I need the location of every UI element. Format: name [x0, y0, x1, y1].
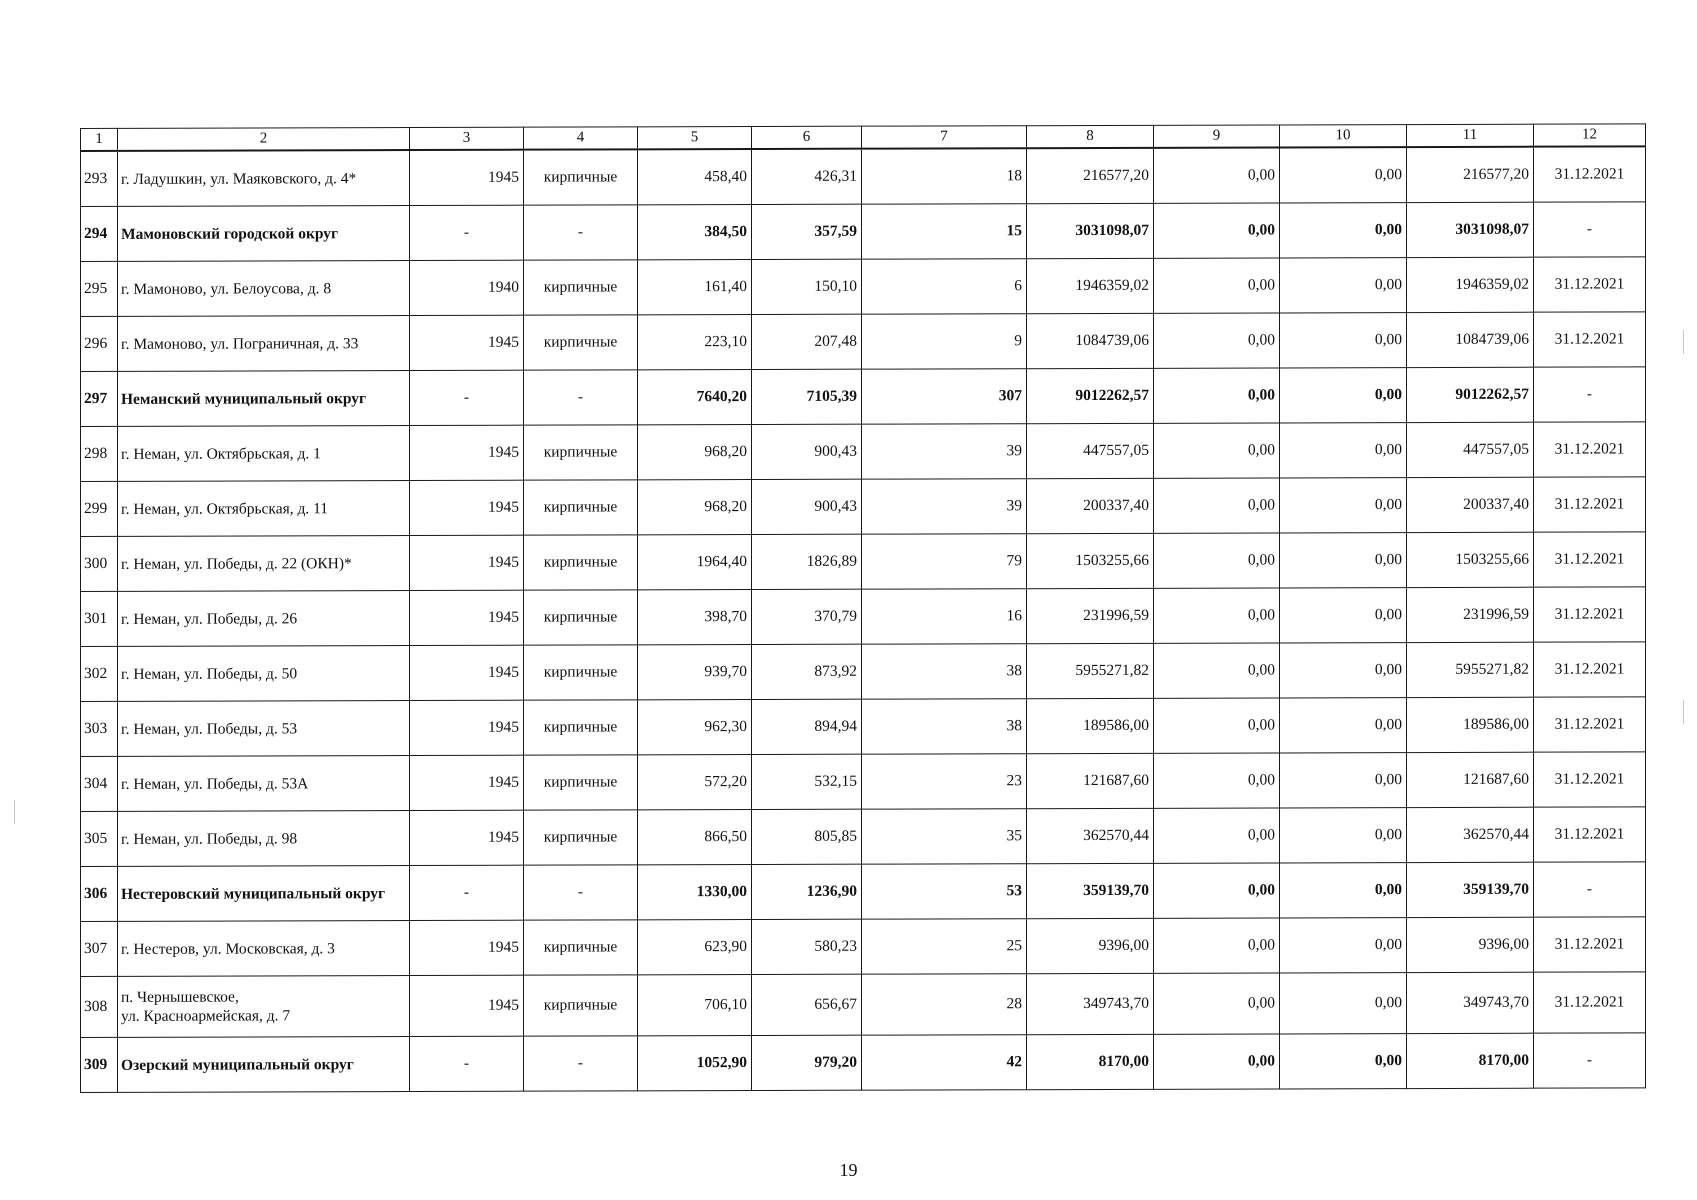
year-cell: - [410, 865, 524, 920]
cost-fund-cell: 0,00 [1154, 698, 1280, 753]
living-area-cell: 656,67 [752, 974, 862, 1035]
column-header: 11 [1407, 124, 1534, 147]
wall-material-cell: кирпичные [524, 260, 638, 315]
living-area-cell: 1826,89 [752, 534, 862, 589]
residents-count-cell: 39 [862, 479, 1027, 534]
cost-owners-cell: 362570,44 [1407, 807, 1534, 862]
table-row [81, 257, 1646, 317]
residents-count-cell: 15 [862, 204, 1027, 259]
table-row [81, 312, 1646, 372]
address-cell: г. Ладушкин, ул. Маяковского, д. 4* [118, 150, 410, 206]
total-area-cell: 939,70 [638, 645, 752, 700]
total-area-cell: 1052,90 [638, 1036, 752, 1091]
address-cell: г. Неман, ул. Октябрьская, д. 11 [118, 481, 410, 537]
residents-count-cell: 23 [862, 754, 1027, 809]
living-area-cell: 580,23 [752, 919, 862, 974]
table-subtotal-row [81, 862, 1646, 922]
wall-material-cell: кирпичные [524, 810, 638, 865]
cost-owners-cell: 447557,05 [1407, 422, 1534, 477]
completion-date-cell: 31.12.2021 [1534, 807, 1646, 862]
cost-budget-cell: 0,00 [1280, 863, 1407, 918]
column-header: 8 [1027, 125, 1154, 148]
residents-count-cell: 42 [862, 1035, 1027, 1090]
year-cell: 1945 [410, 975, 524, 1036]
column-header: 3 [410, 127, 524, 150]
cost-budget-cell: 0,00 [1280, 203, 1407, 258]
completion-date-cell: 31.12.2021 [1534, 972, 1646, 1033]
year-cell: - [410, 205, 524, 260]
cost-total-cell: 9012262,57 [1027, 368, 1154, 423]
column-header: 7 [862, 126, 1027, 149]
completion-date-cell: 31.12.2021 [1534, 532, 1646, 587]
row-number-cell: 301 [81, 591, 118, 646]
row-number-cell: 305 [81, 811, 118, 866]
cost-owners-cell: 1084739,06 [1407, 312, 1534, 367]
cost-fund-cell: 0,00 [1154, 478, 1280, 533]
wall-material-cell: кирпичные [524, 975, 638, 1036]
wall-material-cell: кирпичные [524, 535, 638, 590]
column-header: 1 [81, 128, 118, 151]
completion-date-cell: 31.12.2021 [1534, 642, 1646, 697]
year-cell: 1945 [410, 315, 524, 370]
total-area-cell: 458,40 [638, 149, 752, 205]
cost-owners-cell: 231996,59 [1407, 587, 1534, 642]
cost-fund-cell: 0,00 [1154, 203, 1280, 258]
wall-material-cell: кирпичные [524, 645, 638, 700]
cost-owners-cell: 9012262,57 [1407, 367, 1534, 422]
residents-count-cell: 28 [862, 974, 1027, 1035]
living-area-cell: 370,79 [752, 589, 862, 644]
cost-owners-cell: 1946359,02 [1407, 257, 1534, 312]
address-cell: г. Неман, ул. Октябрьская, д. 1 [118, 426, 410, 482]
document-table-area [80, 123, 1645, 1093]
total-area-cell: 968,20 [638, 425, 752, 480]
total-area-cell: 384,50 [638, 205, 752, 260]
row-number-cell: 299 [81, 481, 118, 536]
housing-table [80, 123, 1646, 1093]
completion-date-cell: 31.12.2021 [1534, 422, 1646, 477]
row-number-cell: 294 [81, 206, 118, 261]
residents-count-cell: 39 [862, 424, 1027, 479]
cost-budget-cell: 0,00 [1280, 147, 1407, 203]
table-row [81, 587, 1646, 647]
total-area-cell: 968,20 [638, 480, 752, 535]
year-cell: 1945 [410, 425, 524, 480]
year-cell: 1940 [410, 260, 524, 315]
residents-count-cell: 9 [862, 314, 1027, 369]
cost-budget-cell: 0,00 [1280, 588, 1407, 643]
wall-material-cell: кирпичные [524, 920, 638, 975]
row-number-cell: 309 [81, 1037, 118, 1092]
completion-date-cell: 31.12.2021 [1534, 752, 1646, 807]
residents-count-cell: 35 [862, 809, 1027, 864]
cost-budget-cell: 0,00 [1280, 808, 1407, 863]
row-number-cell: 303 [81, 701, 118, 756]
cost-total-cell: 8170,00 [1027, 1034, 1154, 1089]
living-area-cell: 7105,39 [752, 369, 862, 424]
margin-mark [14, 800, 15, 824]
cost-total-cell: 9396,00 [1027, 918, 1154, 973]
address-cell: г. Нестеров, ул. Московская, д. 3 [118, 921, 410, 977]
total-area-cell: 962,30 [638, 700, 752, 755]
completion-date-cell: - [1534, 367, 1646, 422]
address-cell: г. Неман, ул. Победы, д. 53А [118, 756, 410, 812]
cost-fund-cell: 0,00 [1154, 147, 1280, 203]
year-cell: 1945 [410, 810, 524, 865]
cost-fund-cell: 0,00 [1154, 258, 1280, 313]
cost-owners-cell: 189586,00 [1407, 697, 1534, 752]
living-area-cell: 900,43 [752, 424, 862, 479]
living-area-cell: 1236,90 [752, 864, 862, 919]
completion-date-cell: - [1534, 862, 1646, 917]
cost-fund-cell: 0,00 [1154, 313, 1280, 368]
completion-date-cell: 31.12.2021 [1534, 477, 1646, 532]
address-cell: Нестеровский муниципальный округ [118, 866, 410, 922]
residents-count-cell: 53 [862, 864, 1027, 919]
cost-fund-cell: 0,00 [1154, 863, 1280, 918]
year-cell: 1945 [410, 590, 524, 645]
cost-budget-cell: 0,00 [1280, 918, 1407, 973]
cost-fund-cell: 0,00 [1154, 753, 1280, 808]
residents-count-cell: 38 [862, 699, 1027, 754]
living-area-cell: 357,59 [752, 204, 862, 259]
address-cell: г. Неман, ул. Победы, д. 22 (ОКН)* [118, 536, 410, 592]
address-cell: Мамоновский городской округ [118, 206, 410, 262]
living-area-cell: 894,94 [752, 699, 862, 754]
cost-total-cell: 216577,20 [1027, 148, 1154, 204]
table-row [81, 422, 1646, 482]
residents-count-cell: 38 [862, 644, 1027, 699]
column-header: 5 [638, 127, 752, 150]
wall-material-cell: кирпичные [524, 480, 638, 535]
wall-material-cell: кирпичные [524, 315, 638, 370]
total-area-cell: 1964,40 [638, 535, 752, 590]
cost-owners-cell: 9396,00 [1407, 917, 1534, 972]
wall-material-cell: кирпичные [524, 755, 638, 810]
column-header: 4 [524, 127, 638, 150]
table-row [81, 642, 1646, 702]
cost-total-cell: 3031098,07 [1027, 203, 1154, 258]
cost-owners-cell: 3031098,07 [1407, 202, 1534, 257]
completion-date-cell: 31.12.2021 [1534, 587, 1646, 642]
cost-budget-cell: 0,00 [1280, 643, 1407, 698]
address-cell: г. Неман, ул. Победы, д. 50 [118, 646, 410, 702]
table-row [81, 532, 1646, 592]
wall-material-cell: - [524, 205, 638, 260]
cost-budget-cell: 0,00 [1280, 313, 1407, 368]
year-cell: - [410, 1036, 524, 1091]
cost-total-cell: 200337,40 [1027, 478, 1154, 533]
column-header: 2 [118, 128, 410, 151]
cost-fund-cell: 0,00 [1154, 423, 1280, 478]
cost-total-cell: 349743,70 [1027, 973, 1154, 1034]
wall-material-cell: - [524, 370, 638, 425]
cost-total-cell: 5955271,82 [1027, 643, 1154, 698]
cost-total-cell: 1946359,02 [1027, 258, 1154, 313]
row-number-cell: 308 [81, 976, 118, 1037]
completion-date-cell: 31.12.2021 [1534, 917, 1646, 972]
address-cell: г. Мамоново, ул. Белоусова, д. 8 [118, 261, 410, 317]
residents-count-cell: 6 [862, 259, 1027, 314]
row-number-cell: 307 [81, 921, 118, 976]
table-subtotal-row [81, 1033, 1646, 1093]
year-cell: 1945 [410, 535, 524, 590]
year-cell: 1945 [410, 480, 524, 535]
table-subtotal-row [81, 367, 1646, 427]
wall-material-cell: - [524, 865, 638, 920]
total-area-cell: 7640,20 [638, 370, 752, 425]
cost-owners-cell: 349743,70 [1407, 972, 1534, 1033]
cost-fund-cell: 0,00 [1154, 643, 1280, 698]
cost-budget-cell: 0,00 [1280, 1034, 1407, 1089]
table-row [81, 807, 1646, 867]
table-row [81, 697, 1646, 757]
living-area-cell: 207,48 [752, 314, 862, 369]
row-number-cell: 296 [81, 316, 118, 371]
total-area-cell: 623,90 [638, 920, 752, 975]
cost-fund-cell: 0,00 [1154, 918, 1280, 973]
address-cell: г. Мамоново, ул. Пограничная, д. 33 [118, 316, 410, 372]
cost-fund-cell: 0,00 [1154, 533, 1280, 588]
row-number-cell: 304 [81, 756, 118, 811]
cost-budget-cell: 0,00 [1280, 368, 1407, 423]
cost-owners-cell: 8170,00 [1407, 1033, 1534, 1088]
cost-owners-cell: 216577,20 [1407, 147, 1534, 203]
completion-date-cell: - [1534, 202, 1646, 257]
cost-total-cell: 362570,44 [1027, 808, 1154, 863]
cost-budget-cell: 0,00 [1280, 698, 1407, 753]
completion-date-cell: 31.12.2021 [1534, 312, 1646, 367]
cost-total-cell: 1084739,06 [1027, 313, 1154, 368]
cost-owners-cell: 1503255,66 [1407, 532, 1534, 587]
address-cell: г. Неман, ул. Победы, д. 26 [118, 591, 410, 647]
residents-count-cell: 79 [862, 534, 1027, 589]
cost-fund-cell: 0,00 [1154, 808, 1280, 863]
address-cell: г. Неман, ул. Победы, д. 98 [118, 811, 410, 867]
residents-count-cell: 16 [862, 589, 1027, 644]
table-row [81, 972, 1646, 1038]
year-cell: 1945 [410, 920, 524, 975]
completion-date-cell: 31.12.2021 [1534, 697, 1646, 752]
cost-budget-cell: 0,00 [1280, 423, 1407, 478]
cost-fund-cell: 0,00 [1154, 973, 1280, 1034]
wall-material-cell: кирпичные [524, 590, 638, 645]
table-row [81, 917, 1646, 977]
margin-mark [1683, 700, 1684, 724]
cost-total-cell: 447557,05 [1027, 423, 1154, 478]
table-subtotal-row [81, 202, 1646, 262]
living-area-cell: 873,92 [752, 644, 862, 699]
cost-total-cell: 121687,60 [1027, 753, 1154, 808]
cost-fund-cell: 0,00 [1154, 588, 1280, 643]
row-number-cell: 297 [81, 371, 118, 426]
margin-mark [1683, 330, 1684, 354]
cost-total-cell: 189586,00 [1027, 698, 1154, 753]
living-area-cell: 900,43 [752, 479, 862, 534]
living-area-cell: 532,15 [752, 754, 862, 809]
year-cell: - [410, 370, 524, 425]
total-area-cell: 572,20 [638, 755, 752, 810]
row-number-cell: 295 [81, 261, 118, 316]
total-area-cell: 866,50 [638, 810, 752, 865]
cost-owners-cell: 359139,70 [1407, 862, 1534, 917]
year-cell: 1945 [410, 150, 524, 206]
row-number-cell: 306 [81, 866, 118, 921]
address-cell: Озерский муниципальный округ [118, 1037, 410, 1093]
wall-material-cell: кирпичные [524, 425, 638, 480]
wall-material-cell: кирпичные [524, 700, 638, 755]
year-cell: 1945 [410, 645, 524, 700]
page-number: 19 [839, 1160, 858, 1180]
table-row [81, 477, 1646, 537]
address-cell: г. Неман, ул. Победы, д. 53 [118, 701, 410, 757]
total-area-cell: 398,70 [638, 590, 752, 645]
row-number-cell: 302 [81, 646, 118, 701]
living-area-cell: 150,10 [752, 259, 862, 314]
cost-budget-cell: 0,00 [1280, 478, 1407, 533]
completion-date-cell: 31.12.2021 [1534, 146, 1646, 202]
column-header: 6 [752, 126, 862, 149]
address-cell: Неманский муниципальный округ [118, 371, 410, 427]
residents-count-cell: 25 [862, 919, 1027, 974]
wall-material-cell: кирпичные [524, 149, 638, 205]
year-cell: 1945 [410, 755, 524, 810]
cost-budget-cell: 0,00 [1280, 973, 1407, 1034]
cost-total-cell: 1503255,66 [1027, 533, 1154, 588]
wall-material-cell: - [524, 1036, 638, 1091]
cost-owners-cell: 200337,40 [1407, 477, 1534, 532]
residents-count-cell: 307 [862, 369, 1027, 424]
row-number-cell: 298 [81, 426, 118, 481]
column-header: 12 [1534, 124, 1646, 147]
living-area-cell: 979,20 [752, 1035, 862, 1090]
cost-total-cell: 359139,70 [1027, 863, 1154, 918]
completion-date-cell: 31.12.2021 [1534, 257, 1646, 312]
column-header: 9 [1154, 125, 1280, 148]
total-area-cell: 161,40 [638, 260, 752, 315]
living-area-cell: 426,31 [752, 149, 862, 205]
cost-budget-cell: 0,00 [1280, 753, 1407, 808]
cost-total-cell: 231996,59 [1027, 588, 1154, 643]
row-number-cell: 293 [81, 151, 118, 207]
cost-budget-cell: 0,00 [1280, 533, 1407, 588]
address-cell: п. Чернышевское, ул. Красноармейская, д. 7 [118, 976, 410, 1038]
cost-owners-cell: 121687,60 [1407, 752, 1534, 807]
total-area-cell: 1330,00 [638, 865, 752, 920]
column-header: 10 [1280, 125, 1407, 148]
cost-owners-cell: 5955271,82 [1407, 642, 1534, 697]
total-area-cell: 706,10 [638, 975, 752, 1036]
completion-date-cell: - [1534, 1033, 1646, 1088]
table-row [81, 752, 1646, 812]
row-number-cell: 300 [81, 536, 118, 591]
residents-count-cell: 18 [862, 148, 1027, 204]
cost-fund-cell: 0,00 [1154, 1034, 1280, 1089]
table-row [81, 146, 1646, 206]
cost-budget-cell: 0,00 [1280, 258, 1407, 313]
living-area-cell: 805,85 [752, 809, 862, 864]
year-cell: 1945 [410, 700, 524, 755]
cost-fund-cell: 0,00 [1154, 368, 1280, 423]
total-area-cell: 223,10 [638, 315, 752, 370]
